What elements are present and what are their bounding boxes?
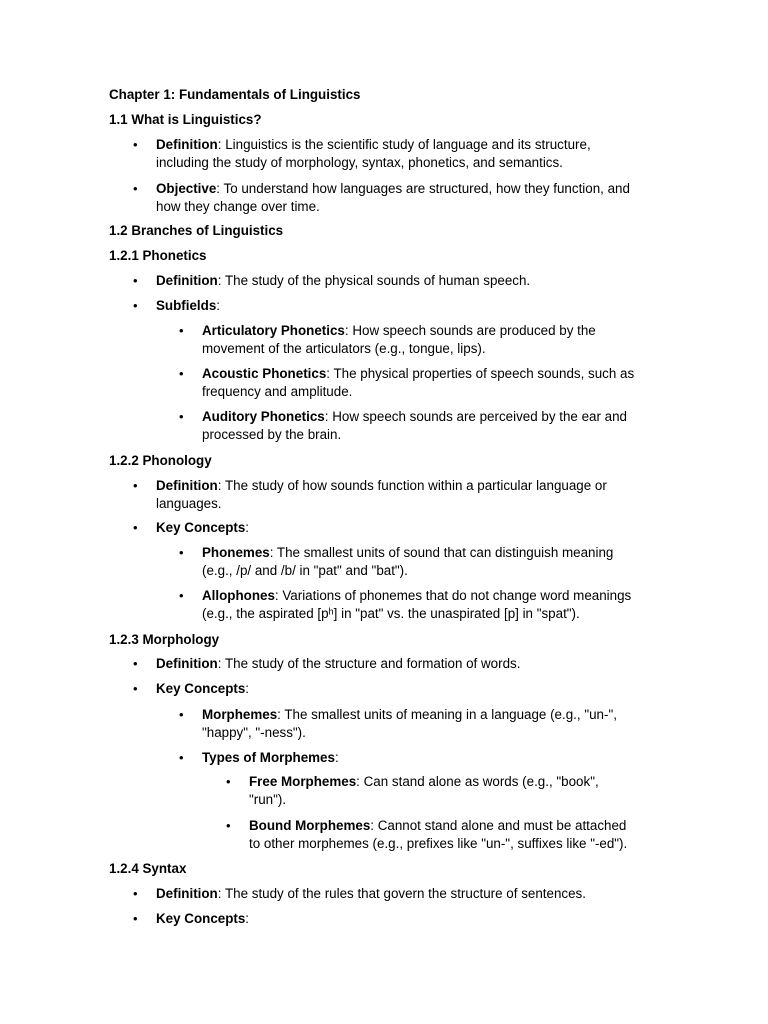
- text: Cannot stand alone and must be attached: [377, 818, 627, 833]
- term: Bound Morphemes: [249, 818, 371, 833]
- text: The study of how sounds function within a particular language or: [224, 478, 607, 493]
- term: Phonemes: [202, 545, 270, 560]
- list-item-bound-morphemes: • Bound Morphemes: Cannot stand alone and must be attached to other morphemes (e.g., prefixes like "un-", suffixes like "-ed").: [226, 818, 628, 851]
- term: Auditory Phonetics: [202, 409, 325, 424]
- list-item-definition-phonology: • Definition: The study of how sounds function within a particular language or languages.: [133, 478, 607, 511]
- bullet: •: [179, 366, 184, 381]
- list-item-allophones: • Allophones: Variations of phonemes that do not change word meanings (e.g., the aspirated [pʰ] in "pat" vs. the unaspirated [p] in "spat").: [179, 588, 632, 621]
- term: Key Concepts: [156, 911, 246, 926]
- text: Linguistics is the scientific study of language and its structure,: [225, 137, 591, 152]
- list-item-definition-phonetics: • Definition: The study of the physical sounds of human speech.: [133, 273, 531, 288]
- text: The smallest units of meaning in a language (e.g., "un-",: [284, 707, 617, 722]
- bullet: •: [133, 273, 138, 288]
- list-item-key-concepts-phonology: • Key Concepts:: [133, 520, 250, 535]
- bullet: •: [133, 656, 138, 671]
- bullet: •: [179, 750, 184, 765]
- term: Morphemes: [202, 707, 278, 722]
- list-item-morphemes: • Morphemes: The smallest units of meaning in a language (e.g., "un-", "happy", "-ness").: [179, 707, 617, 740]
- text-continued: (e.g., /p/ and /b/ in "pat" and "bat").: [202, 563, 408, 578]
- bullet: •: [226, 818, 231, 833]
- bullet: •: [179, 323, 184, 338]
- term: Allophones: [202, 588, 275, 603]
- text: Can stand alone as words (e.g., "book",: [363, 774, 599, 789]
- term: Subfields: [156, 298, 217, 313]
- bullet: •: [133, 298, 138, 313]
- bullet: •: [179, 707, 184, 722]
- term: Objective: [156, 181, 217, 196]
- term: Definition: [156, 656, 218, 671]
- list-item-key-concepts-morphology: • Key Concepts:: [133, 681, 250, 696]
- text: The physical properties of speech sounds, such as: [333, 366, 635, 381]
- text: The study of the structure and formation of words.: [224, 656, 521, 671]
- text-continued: including the study of morphology, syntax, phonetics, and semantics.: [156, 155, 563, 170]
- list-item-key-concepts-syntax: • Key Concepts:: [133, 911, 250, 926]
- list-item-subfields: • Subfields:: [133, 298, 220, 313]
- section-heading-1-2-2: 1.2.2 Phonology: [109, 453, 212, 468]
- bullet: •: [133, 137, 138, 152]
- bullet: •: [133, 681, 138, 696]
- bullet: •: [133, 520, 138, 535]
- term: Key Concepts: [156, 520, 246, 535]
- term: Articulatory Phonetics: [202, 323, 345, 338]
- bullet: •: [133, 181, 138, 196]
- list-item-articulatory-phonetics: • Articulatory Phonetics: How speech sounds are produced by the movement of the articulators (e.g., tongue, lips).: [179, 323, 596, 356]
- text: The study of the rules that govern the structure of sentences.: [224, 886, 586, 901]
- list-item-free-morphemes: • Free Morphemes: Can stand alone as words (e.g., "book", "run").: [226, 774, 599, 807]
- bullet: •: [133, 478, 138, 493]
- section-heading-1-1: 1.1 What is Linguistics?: [109, 112, 262, 127]
- section-heading-1-2: 1.2 Branches of Linguistics: [109, 223, 284, 238]
- text-continued: how they change over time.: [156, 199, 320, 214]
- term: Free Morphemes: [249, 774, 357, 789]
- list-item-objective: • Objective: To understand how languages are structured, how they function, and how they change over time.: [133, 181, 630, 214]
- list-item-types-of-morphemes: • Types of Morphemes:: [179, 750, 339, 765]
- term: Key Concepts: [156, 681, 246, 696]
- text-continued: to other morphemes (e.g., prefixes like "un-", suffixes like "-ed").: [249, 836, 628, 851]
- bullet: •: [179, 588, 184, 603]
- text: Variations of phonemes that do not change word meanings: [282, 588, 632, 603]
- bullet: •: [226, 774, 231, 789]
- term: Types of Morphemes: [202, 750, 335, 765]
- list-item-definition-linguistics: • Definition: Linguistics is the scientific study of language and its structure, including the study of morphology, syntax, phonetics, and semantics.: [133, 137, 591, 170]
- text-continued: languages.: [156, 496, 222, 511]
- term: Acoustic Phonetics: [202, 366, 327, 381]
- section-heading-1-2-3: 1.2.3 Morphology: [109, 632, 220, 647]
- term: Definition: [156, 478, 218, 493]
- bullet: •: [133, 911, 138, 926]
- text-continued: processed by the brain.: [202, 427, 342, 442]
- bullet: •: [133, 886, 138, 901]
- list-item-acoustic-phonetics: • Acoustic Phonetics: The physical properties of speech sounds, such as frequency and amplitude.: [179, 366, 635, 399]
- list-item-auditory-phonetics: • Auditory Phonetics: How speech sounds are perceived by the ear and processed by the brain.: [179, 409, 627, 442]
- text-continued: "happy", "-ness").: [202, 725, 306, 740]
- text-continued: "run").: [249, 792, 287, 807]
- term: Definition: [156, 137, 218, 152]
- text: The smallest units of sound that can distinguish meaning: [276, 545, 614, 560]
- bullet: •: [179, 545, 184, 560]
- text-continued: movement of the articulators (e.g., tongue, lips).: [202, 341, 486, 356]
- term: Definition: [156, 273, 218, 288]
- text-continued: (e.g., the aspirated [pʰ] in "pat" vs. the unaspirated [p] in "spat").: [202, 606, 580, 621]
- chapter-title: Chapter 1: Fundamentals of Linguistics: [109, 87, 361, 102]
- list-item-definition-syntax: • Definition: The study of the rules that govern the structure of sentences.: [133, 886, 586, 901]
- text: To understand how languages are structured, how they function, and: [223, 181, 630, 196]
- section-heading-1-2-1: 1.2.1 Phonetics: [109, 248, 207, 263]
- section-heading-1-2-4: 1.2.4 Syntax: [109, 861, 187, 876]
- list-item-definition-morphology: • Definition: The study of the structure and formation of words.: [133, 656, 521, 671]
- term: Definition: [156, 886, 218, 901]
- bullet: •: [179, 409, 184, 424]
- list-item-phonemes: • Phonemes: The smallest units of sound that can distinguish meaning (e.g., /p/ and /b/ in "pat" and "bat").: [179, 545, 614, 578]
- text: How speech sounds are perceived by the ear and: [332, 409, 627, 424]
- text-continued: frequency and amplitude.: [202, 384, 353, 399]
- text: How speech sounds are produced by the: [352, 323, 596, 338]
- text: The study of the physical sounds of human speech.: [224, 273, 531, 288]
